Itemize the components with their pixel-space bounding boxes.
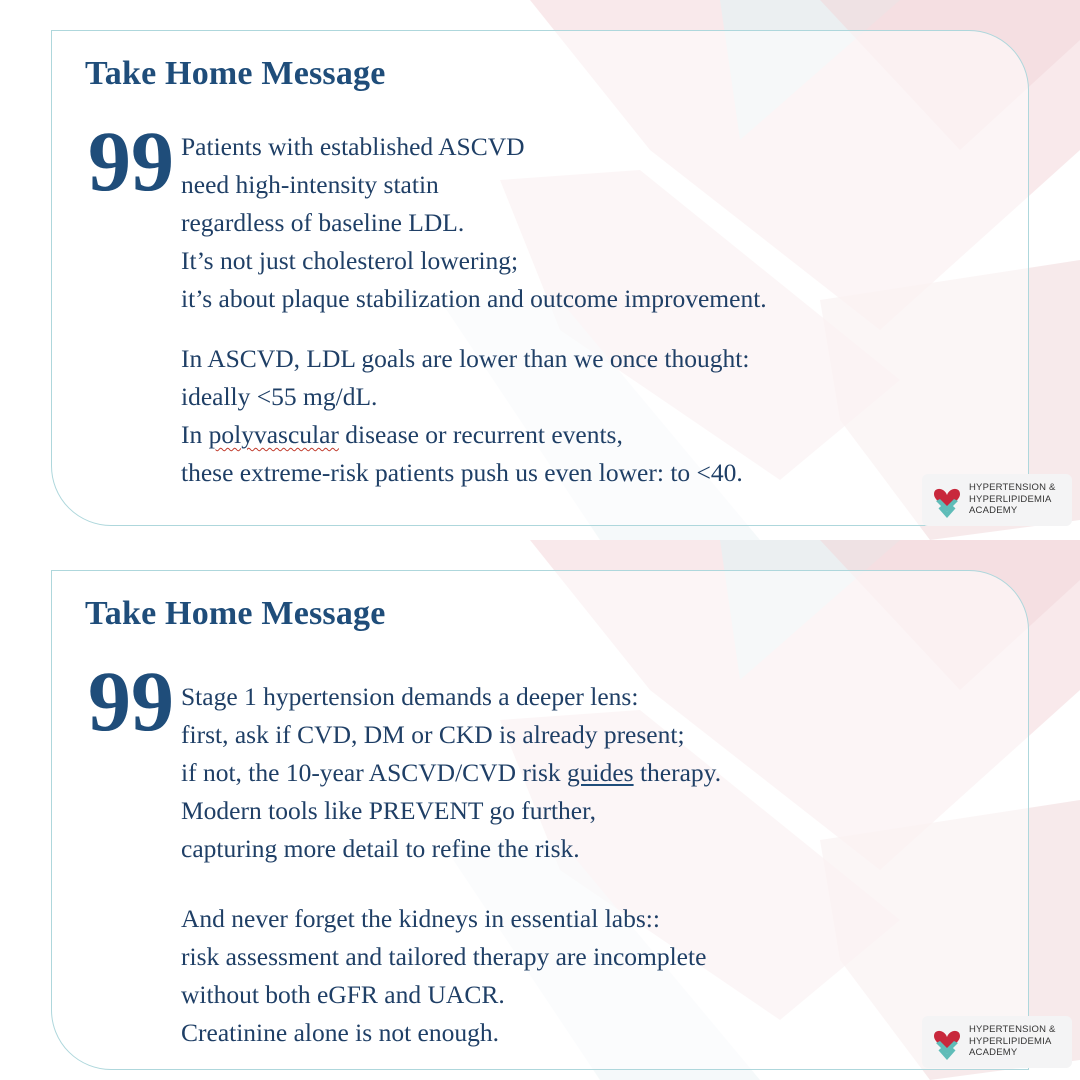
text-line: regardless of baseline LDL. — [181, 208, 465, 237]
quote-mark-icon: 99 — [88, 113, 174, 209]
logo-line: ACADEMY — [969, 505, 1018, 516]
logo-text — [969, 482, 1056, 517]
logo-text — [969, 1024, 1056, 1059]
text-segment: disease or recurrent events, — [338, 420, 623, 449]
logo-line: HYPERLIPIDEMIA — [969, 493, 1052, 505]
heart-logo-icon — [930, 1023, 964, 1061]
text-line: without both eGFR and UACR. — [181, 980, 505, 1009]
text-line: ideally <55 mg/dL. — [181, 382, 378, 411]
text-line: first, ask if CVD, DM or CKD is already present; — [181, 720, 685, 749]
message-paragraph-1 — [181, 678, 721, 868]
text-segment: In — [181, 420, 209, 449]
logo-line: HYPERLIPIDEMIA — [969, 1035, 1052, 1047]
text-line: it’s about plaque stabilization and outcome improvement. — [181, 284, 767, 313]
message-paragraph-1 — [181, 128, 767, 318]
underlined-word: guides — [567, 758, 634, 787]
text-line: In ASCVD, LDL goals are lower than we once thought: — [181, 344, 750, 373]
text-line: capturing more detail to refine the risk. — [181, 834, 580, 863]
academy-logo — [922, 1016, 1072, 1068]
text-line — [181, 754, 721, 792]
text-line: Creatinine alone is not enough. — [181, 1018, 499, 1047]
text-line: Stage 1 hypertension demands a deeper lens: — [181, 682, 639, 711]
slide-title: Take Home Message — [85, 55, 386, 92]
slide-2 — [0, 540, 1080, 1080]
text-segment: if not, the 10-year ASCVD/CVD risk — [181, 758, 568, 787]
heart-logo-icon — [930, 481, 964, 519]
logo-line: ACADEMY — [969, 1047, 1018, 1058]
quote-mark-icon: 99 — [88, 653, 174, 749]
academy-logo — [922, 474, 1072, 526]
text-line — [181, 416, 749, 454]
text-segment: therapy. — [633, 758, 722, 787]
message-paragraph-2 — [181, 340, 749, 492]
logo-line: HYPERTENSION & — [969, 1024, 1056, 1035]
message-paragraph-2 — [181, 900, 706, 1052]
text-line: need high-intensity statin — [181, 170, 439, 199]
spellcheck-underlined-word: polyvascular — [208, 420, 339, 449]
text-line: Modern tools like PREVENT go further, — [181, 796, 596, 825]
text-line: these extreme-risk patients push us even lower: to <40. — [181, 458, 743, 487]
text-line: It’s not just cholesterol lowering; — [181, 246, 519, 275]
text-line: risk assessment and tailored therapy are incomplete — [181, 942, 707, 971]
text-line: And never forget the kidneys in essential labs:: — [181, 904, 660, 933]
text-line: Patients with established ASCVD — [181, 132, 525, 161]
logo-line: HYPERTENSION & — [969, 482, 1056, 493]
slide-title: Take Home Message — [85, 595, 386, 632]
